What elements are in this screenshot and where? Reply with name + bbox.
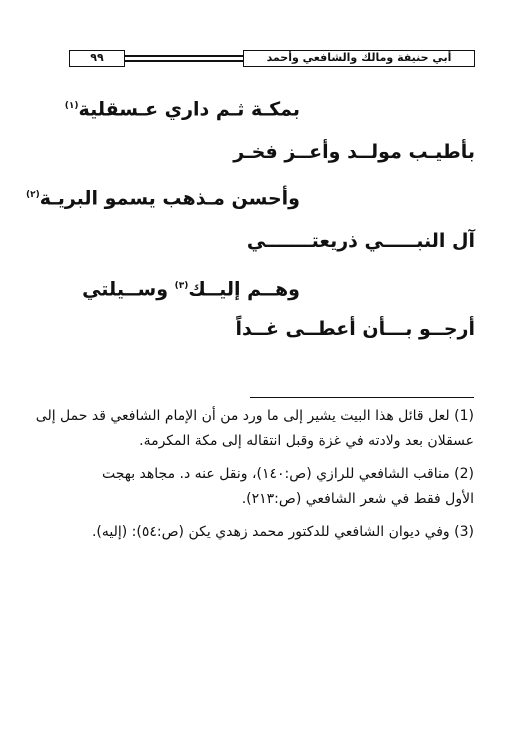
poem-line-text: آل النبـــــي ذريعتـــــــي xyxy=(246,230,475,252)
poem-line-tail: وســيلتي xyxy=(82,278,175,301)
footnote-separator xyxy=(250,397,474,398)
footnote-marker: (٣) xyxy=(174,281,189,291)
header-rule-bottom xyxy=(125,60,243,62)
page-number: ٩٩ xyxy=(69,50,125,67)
poem-line-text: بأطيـب مولــد وأعــز فخـر xyxy=(233,141,475,163)
poem-line-text: بمكـة ثـم داري عـسقلية xyxy=(78,98,300,121)
poem-line-3 xyxy=(26,182,300,211)
poem-line-4 xyxy=(247,228,475,254)
footnote-line: (3) وفي ديوان الشافعي للدكتور محمد زهدي يكن (ص:٥٤): (إليه). xyxy=(91,524,474,540)
footnote-line: الأول فقط في شعر الشافعي (ص:٢١٣). xyxy=(241,491,474,507)
poem-line-text: وأحسن مـذهب يسمو البريـة xyxy=(39,187,300,210)
footnote-line: عسقلان بعد ولادته في غزة وقبل انتقاله إلى مكة المكرمة. xyxy=(139,433,474,449)
footnote-3 xyxy=(30,520,474,545)
poem-line-2 xyxy=(233,139,475,165)
running-header xyxy=(69,50,475,70)
footnote-line: (1) لعل قائل هذا البيت يشير إلى ما ورد من أن الإمام الشافعي قد حمل إلى xyxy=(35,408,474,424)
poem-line-6 xyxy=(235,316,475,342)
poem-line-text: وهــم إليــك xyxy=(188,278,300,301)
header-rule-top xyxy=(125,55,243,57)
poem-line-text: أرجــو بـــأن أعطــى غــداً xyxy=(235,318,475,340)
poem-line-5 xyxy=(82,273,300,302)
footnote-marker: (١) xyxy=(64,101,79,111)
footnote-1 xyxy=(30,404,474,454)
footnote-2 xyxy=(30,462,474,512)
running-title: أبي حنيفة ومالك والشافعي وأحمد xyxy=(243,50,475,67)
poem-line-1 xyxy=(65,93,300,122)
footnote-marker: (٢) xyxy=(25,190,40,200)
footnote-line: (2) مناقب الشافعي للرازي (ص:١٤٠)، ونقل عنه د. مجاهد بهجت xyxy=(101,466,474,482)
